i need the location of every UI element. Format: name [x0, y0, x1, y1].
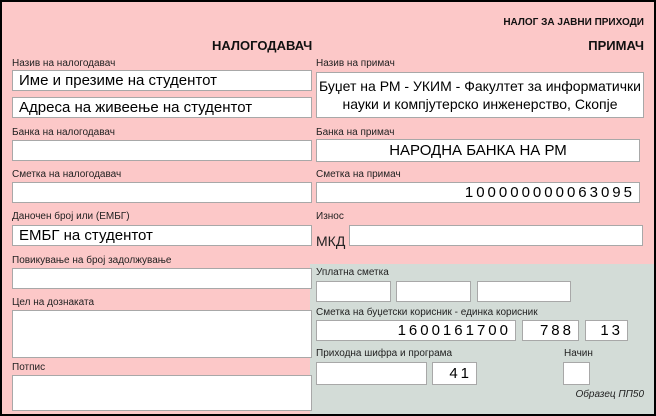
budget-unit-field[interactable]: 788 — [522, 320, 579, 341]
recipient-account-label: Сметка на примач — [316, 169, 401, 180]
program-field[interactable]: 41 — [432, 362, 477, 385]
payment-account-part-2[interactable] — [396, 281, 471, 302]
payment-order-form — [2, 2, 654, 414]
payer-tax-label: Даночен број или (ЕМБГ) — [12, 211, 130, 222]
payer-account-field[interactable] — [12, 182, 312, 203]
recipient-account-field[interactable]: 100000000063095 — [316, 182, 640, 203]
budget-sub-field[interactable]: 13 — [585, 320, 628, 341]
recipient-name-field[interactable] — [316, 72, 644, 118]
method-field[interactable] — [563, 362, 590, 385]
recipient-heading: ПРИМАЧ — [588, 38, 644, 53]
payer-bank-field[interactable] — [12, 140, 312, 161]
recipient-name-line-1: Буџет на РМ - УКИМ - Факултет за информатички — [319, 78, 641, 94]
purpose-field[interactable] — [12, 310, 312, 358]
amount-field[interactable] — [349, 225, 643, 246]
revenue-label: Приходна шифра и програма — [316, 348, 453, 359]
form-title: НАЛОГ ЗА ЈАВНИ ПРИХОДИ — [503, 17, 644, 28]
currency-label: МКД — [316, 233, 346, 249]
signature-field[interactable] — [12, 375, 312, 411]
payer-bank-label: Банка на налогодавач — [12, 127, 115, 138]
budget-account-label: Сметка на буџетски корисник - единка корисник — [316, 307, 538, 318]
purpose-label: Цел на дознаката — [12, 297, 95, 308]
recipient-name-line-2: науки и компјутерско инженерство, Скопје — [342, 96, 618, 112]
payer-name-label: Назив на налогодавач — [12, 58, 116, 69]
signature-label: Потпис — [12, 362, 46, 373]
method-label: Начин — [564, 348, 593, 359]
payer-name-field[interactable]: Име и презиме на студентот — [12, 70, 312, 91]
budget-account-field[interactable]: 1600161700 — [316, 320, 516, 341]
payer-tax-field[interactable]: ЕМБГ на студентот — [12, 225, 312, 246]
recipient-bank-label: Банка на примач — [316, 127, 395, 138]
payer-heading: НАЛОГОДАВАЧ — [212, 38, 313, 53]
reference-field[interactable] — [12, 268, 312, 289]
payment-account-label: Уплатна сметка — [316, 267, 389, 278]
payer-account-label: Сметка на налогодавач — [12, 169, 122, 180]
amount-label: Износ — [316, 211, 344, 222]
payment-account-part-3[interactable] — [477, 281, 571, 302]
revenue-code-field[interactable] — [316, 362, 427, 385]
form-code: Образец ПП50 — [575, 389, 644, 400]
recipient-name-label: Назив на примач — [316, 58, 395, 69]
payer-address-field[interactable]: Адреса на живеење на студентот — [12, 97, 312, 118]
recipient-bank-field[interactable]: НАРОДНА БАНКА НА РМ — [316, 139, 640, 162]
reference-label: Повикување на број задолжување — [12, 255, 172, 266]
payment-account-part-1[interactable] — [316, 281, 391, 302]
